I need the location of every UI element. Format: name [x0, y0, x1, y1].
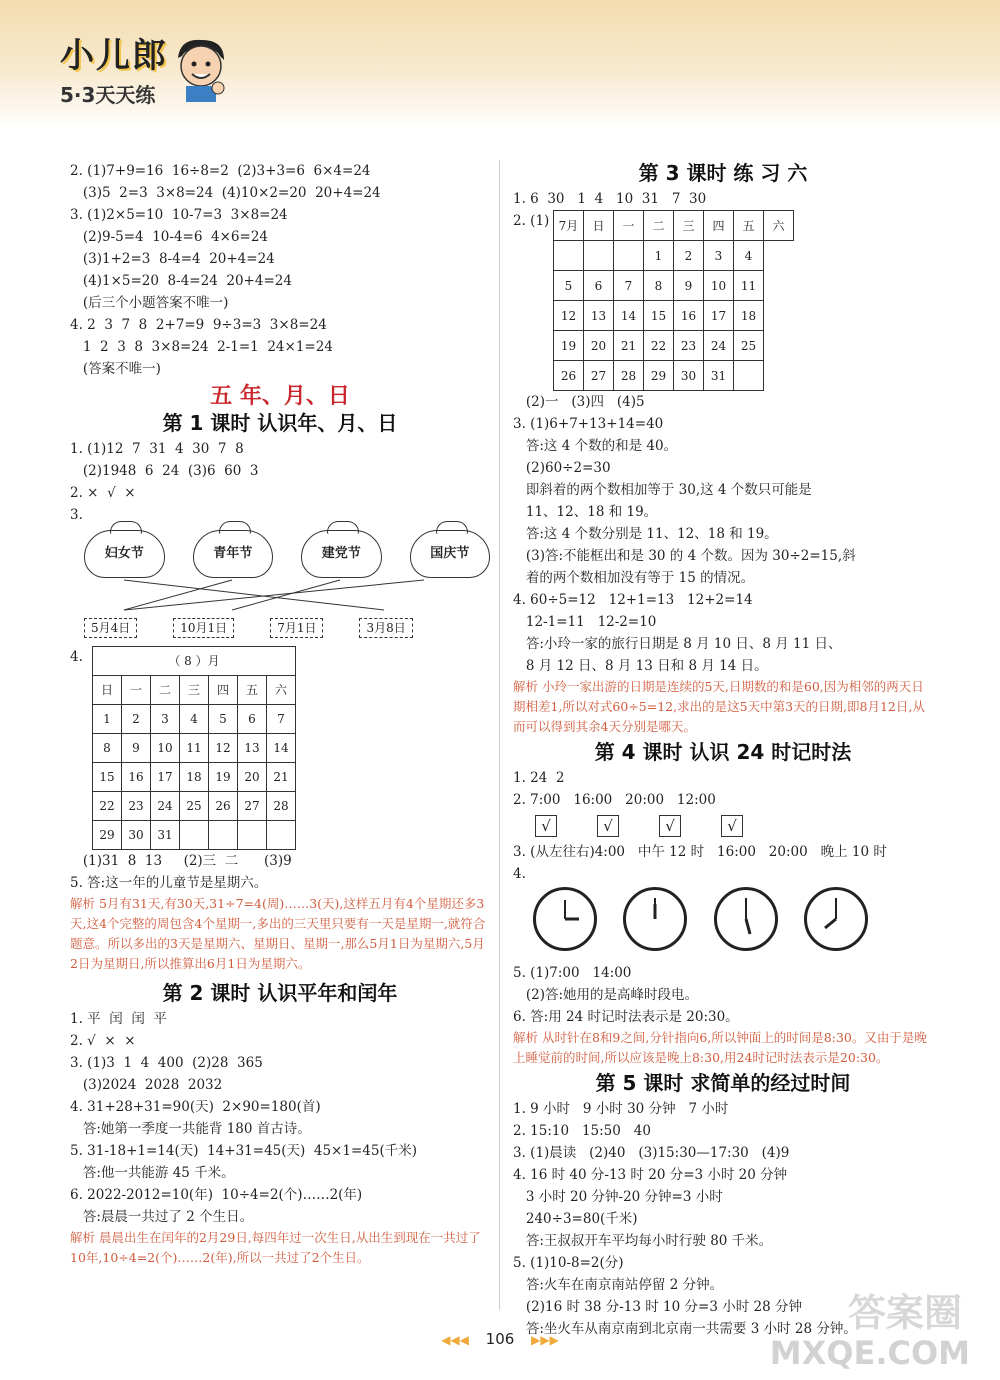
calendar-day — [209, 821, 238, 850]
calendar-day: 7 — [267, 705, 296, 734]
calendar-day: 19 — [209, 763, 238, 792]
calendar-day: 28 — [614, 361, 644, 391]
calendar-day: 2 — [674, 241, 704, 271]
calendar-day: 26 — [554, 361, 584, 391]
calendar-day: 22 — [93, 792, 122, 821]
answer-line: 1. (1)12 7 31 4 30 7 8 — [70, 441, 244, 457]
answer-line: 5. 31-18+1=14(天) 14+31=45(天) 45×1=45(千米) — [70, 1143, 417, 1159]
calendar-day: 9 — [122, 734, 151, 763]
calendar-weekday: 六 — [267, 676, 296, 705]
answer-line: 答:他一共能游 45 千米。 — [70, 1165, 235, 1181]
calendar-day: 24 — [151, 792, 180, 821]
clock-icon — [623, 887, 687, 951]
answer-line: 8 月 12 日、8 月 13 日和 8 月 14 日。 — [513, 658, 768, 674]
answers-block — [70, 438, 490, 504]
watermark-logo: 答案圈 — [847, 1291, 962, 1335]
calendar-day: 8 — [644, 271, 674, 301]
calendar-day: 24 — [704, 331, 734, 361]
calendar-day: 13 — [584, 301, 614, 331]
calendar-day: 5 — [554, 271, 584, 301]
calendar-day: 20 — [584, 331, 614, 361]
clock-icon — [804, 887, 868, 951]
calendar-day — [614, 241, 644, 271]
answer-line: 3 小时 20 分钟-20 分钟=3 小时 — [513, 1189, 723, 1205]
calendar-day: 9 — [674, 271, 704, 301]
calendar-day: 8 — [93, 734, 122, 763]
answer-line: (2)60÷2=30 — [513, 460, 611, 476]
answer-line: 答:火车在南京南站停留 2 分钟。 — [513, 1277, 724, 1293]
calendar-day: 18 — [180, 763, 209, 792]
calendar-row — [93, 734, 296, 763]
answer-line: (3)答:不能框出和是 30 的 4 个数。因为 30÷2=15,斜 — [513, 548, 856, 564]
calendar-row — [93, 821, 296, 850]
calendar-day: 18 — [734, 301, 764, 331]
answer-line: (2)16 时 38 分-13 时 10 分=3 小时 28 分钟 — [513, 1299, 802, 1315]
answer-line: 3. (1)晨读 (2)40 (3)15:30—17:30 (4)9 — [513, 1145, 790, 1161]
calendar-row — [554, 271, 794, 301]
answer-line: 5. 答:这一年的儿童节是星期六。 — [70, 875, 268, 891]
calendar-row — [93, 705, 296, 734]
calendar-day: 3 — [151, 705, 180, 734]
calendar-day — [584, 241, 614, 271]
answer-line: 4. 60÷5=12 12+1=13 12+2=14 — [513, 592, 753, 608]
calendar-row — [554, 331, 794, 361]
answer-line: 2. 15:10 15:50 40 — [513, 1123, 651, 1139]
calendar-weekday: 五 — [734, 211, 764, 241]
answer-line: (答案不唯一) — [70, 361, 161, 377]
answer-line: 4. 2 3 7 8 2+7=9 9÷3=3 3×8=24 — [70, 317, 327, 333]
mascot-icon — [172, 36, 230, 102]
answer-line: 6. 2022-2012=10(年) 10÷4=2(个)……2(年) — [70, 1187, 363, 1203]
calendar-day: 1 — [93, 705, 122, 734]
answer-line: (3)5 2=3 3×8=24 (4)10×2=20 20+4=24 — [70, 185, 381, 201]
answer-line: (3)2024 2028 2032 — [70, 1077, 223, 1093]
calendar-day: 13 — [238, 734, 267, 763]
answer-line: 11、12、18 和 19。 — [513, 504, 658, 520]
festival-bag: 国庆节 — [410, 530, 491, 578]
column-divider — [499, 160, 500, 1310]
answer-line: 答:这 4 个数的和是 40。 — [513, 438, 678, 454]
answer-line: 着的两个数相加没有等于 15 的情况。 — [513, 570, 755, 586]
calendar-row — [554, 361, 794, 391]
calendar-day: 17 — [151, 763, 180, 792]
calendar-day — [180, 821, 209, 850]
page-number: 106 — [485, 1330, 515, 1348]
calendar-day: 1 — [644, 241, 674, 271]
calendar-day: 25 — [180, 792, 209, 821]
calendar-weekday: 三 — [674, 211, 704, 241]
answer-line: 5. (1)7:00 14:00 — [513, 965, 632, 981]
calendar-day: 2 — [122, 705, 151, 734]
calendar-day: 10 — [704, 271, 734, 301]
calendar-weekday: 五 — [238, 676, 267, 705]
analysis-note: 解析 从时针在8和9之间,分针指向6,所以钟面上的时间是8:30。又由于是晚上睡觉前的时间,所以应该是晚上8:30,用24时记时法表示是20:30。 — [513, 1030, 927, 1065]
answer-line: 答:这 4 个数分别是 11、12、18 和 19。 — [513, 526, 778, 542]
answer-line: 2. 7:00 16:00 20:00 12:00 — [513, 792, 716, 808]
question-label: 2. (1) — [513, 213, 550, 229]
festival-bag: 青年节 — [193, 530, 274, 578]
answers-block — [513, 962, 933, 1028]
calendar-day: 15 — [644, 301, 674, 331]
right-column — [513, 160, 933, 1340]
date-box: 10月1日 — [173, 618, 234, 638]
calendar-day: 12 — [209, 734, 238, 763]
calendar-day: 20 — [238, 763, 267, 792]
calendar-day: 11 — [734, 271, 764, 301]
answer-line: 4. — [513, 866, 526, 882]
clock-icon — [714, 887, 778, 951]
check-boxes — [535, 815, 933, 837]
answer-line: 6. 答:用 24 时记时法表示是 20:30。 — [513, 1009, 739, 1025]
answer-line: 答:小玲一家的旅行日期是 8 月 10 日、8 月 11 日、 — [513, 636, 842, 652]
answer-line: 3. (1)6+7+13+14=40 — [513, 416, 664, 432]
calendar-day — [238, 821, 267, 850]
matching-lines — [84, 578, 444, 612]
calendar-day: 29 — [93, 821, 122, 850]
answer-line: 5. (1)10-8=2(分) — [513, 1255, 624, 1271]
calendar-august — [92, 646, 296, 850]
calendar-day: 4 — [180, 705, 209, 734]
calendar-day: 14 — [267, 734, 296, 763]
calendar-day: 21 — [614, 331, 644, 361]
left-column — [70, 160, 490, 1268]
answers-block — [513, 391, 933, 677]
answers-block — [70, 1008, 490, 1228]
lesson-title: 第 5 课时 求简单的经过时间 — [595, 1071, 851, 1095]
analysis-note: 解析 晨晨出生在闰年的2月29日,每四年过一次生日,从出生到现在一共过了10年,10÷4=2(个)……2(年),所以一共过了2个生日。 — [70, 1230, 481, 1265]
date-box: 5月4日 — [84, 618, 137, 638]
answer-line: 12-1=11 12-2=10 — [513, 614, 657, 630]
calendar-day: 16 — [674, 301, 704, 331]
clock-icon — [533, 887, 597, 951]
calendar-day: 7 — [614, 271, 644, 301]
calendar-day: 14 — [614, 301, 644, 331]
calendar-july — [553, 210, 794, 391]
answer-line: 答:王叔叔开车平均每小时行驶 80 千米。 — [513, 1233, 773, 1249]
lesson-title: 第 2 课时 认识平年和闰年 — [162, 981, 398, 1005]
analysis-note: 解析 小玲一家出游的日期是连续的5天,日期数的和是60,因为相邻的两天日期相差1,所以对式60÷5=12,求出的是这5天中第3天的日期,即8月12日,从而可以得到其余4天分别是哪天。 — [513, 679, 925, 734]
check-box: √ — [721, 815, 743, 837]
answer-line: 1 2 3 8 3×8=24 2-1=1 24×1=24 — [70, 339, 333, 355]
answer-line: (1)31 8 13 (2)三 二 (3)9 — [70, 853, 292, 869]
lesson-title: 第 1 课时 认识年、月、日 — [162, 411, 398, 435]
lesson-title: 第 3 课时 练 习 六 — [638, 161, 808, 185]
calendar-day: 30 — [122, 821, 151, 850]
calendar-day: 5 — [209, 705, 238, 734]
answers-block — [70, 850, 490, 894]
calendar-weekday: 四 — [704, 211, 734, 241]
calendar-day: 6 — [238, 705, 267, 734]
calendar-day: 17 — [704, 301, 734, 331]
question-label: 4. — [70, 649, 83, 665]
festival-bag: 妇女节 — [84, 530, 165, 578]
clocks-row — [533, 887, 933, 958]
calendar-weekday: 一 — [614, 211, 644, 241]
answers-block — [513, 841, 933, 885]
check-box: √ — [659, 815, 681, 837]
answers-block — [513, 767, 933, 811]
calendar-row — [554, 301, 794, 331]
calendar-day: 19 — [554, 331, 584, 361]
answer-line: (2)1948 6 24 (3)6 60 3 — [70, 463, 259, 479]
arrow-right-icon: ▶▶▶ — [531, 1333, 559, 1347]
calendar-row — [93, 763, 296, 792]
calendar-day: 29 — [644, 361, 674, 391]
calendar-day: 30 — [674, 361, 704, 391]
festival-bags — [84, 530, 490, 578]
answer-line: 4. 31+28+31=90(天) 2×90=180(首) — [70, 1099, 321, 1115]
answer-line: 1. 9 小时 9 小时 30 分钟 7 小时 — [513, 1101, 729, 1117]
answer-line: 2. √ × × — [70, 1033, 136, 1049]
festival-bag: 建党节 — [301, 530, 382, 578]
check-box: √ — [597, 815, 619, 837]
answers-block — [70, 160, 490, 380]
logo-title: 小儿郎 — [60, 36, 168, 76]
calendar-day: 3 — [704, 241, 734, 271]
answer-line: 1. 6 30 1 4 10 31 7 30 — [513, 191, 707, 207]
logo — [60, 28, 168, 108]
calendar-day: 27 — [238, 792, 267, 821]
answer-line: 答:她第一季度一共能背 180 首古诗。 — [70, 1121, 311, 1137]
calendar-weekday: 二 — [644, 211, 674, 241]
calendar-day: 11 — [180, 734, 209, 763]
calendar-row — [93, 792, 296, 821]
check-box: √ — [535, 815, 557, 837]
answer-line: 2. (1)7+9=16 16÷8=2 (2)3+3=6 6×4=24 — [70, 163, 371, 179]
calendar-day: 25 — [734, 331, 764, 361]
answer-line: 4. 16 时 40 分-13 时 20 分=3 小时 20 分钟 — [513, 1167, 788, 1183]
calendar-day: 31 — [704, 361, 734, 391]
calendar-weekday: 六 — [764, 211, 794, 241]
calendar-day: 23 — [122, 792, 151, 821]
answer-line: 240÷3=80(千米) — [513, 1211, 638, 1227]
calendar-day: 6 — [584, 271, 614, 301]
answer-line: 3. (1)3 1 4 400 (2)28 365 — [70, 1055, 263, 1071]
calendar-day — [734, 361, 764, 391]
answer-line: 即斜着的两个数相加等于 30,这 4 个数只可能是 — [513, 482, 812, 498]
festival-dates — [84, 618, 490, 638]
calendar-day: 10 — [151, 734, 180, 763]
calendar-day: 27 — [584, 361, 614, 391]
calendar-day: 28 — [267, 792, 296, 821]
calendar-weekday: 日 — [93, 676, 122, 705]
calendar-weekday: 三 — [180, 676, 209, 705]
calendar-day — [267, 821, 296, 850]
calendar-day: 4 — [734, 241, 764, 271]
calendar-weekday: 四 — [209, 676, 238, 705]
calendar-day: 15 — [93, 763, 122, 792]
calendar-day: 31 — [151, 821, 180, 850]
calendar-day: 21 — [267, 763, 296, 792]
answer-line: (2)9-5=4 10-4=6 4×6=24 — [70, 229, 269, 245]
answer-line: (3)1+2=3 8-4=4 20+4=24 — [70, 251, 275, 267]
calendar-day: 26 — [209, 792, 238, 821]
date-box: 7月1日 — [270, 618, 323, 638]
calendar-weekday: 日 — [584, 211, 614, 241]
calendar-day — [554, 241, 584, 271]
answer-line: 答:坐火车从南京南到北京南一共需要 3 小时 28 分钟。 — [513, 1321, 857, 1337]
answer-line: (2)答:她用的是高峰时段电。 — [513, 987, 699, 1003]
watermark-url: MXQE.COM — [769, 1334, 970, 1372]
answer-line: 1. 24 2 — [513, 770, 565, 786]
answer-line: 2. × √ × — [70, 485, 136, 501]
answer-line: 3. (从左往右)4:00 中午 12 时 16:00 20:00 晚上 10 时 — [513, 844, 887, 860]
lesson-title: 第 4 课时 认识 24 时记时法 — [594, 740, 852, 764]
unit-title: 五 年、月、日 — [210, 384, 350, 409]
arrow-left-icon: ◀◀◀ — [441, 1333, 469, 1347]
answer-line: 3. (1)2×5=10 10-7=3 3×8=24 — [70, 207, 288, 223]
analysis-note: 解析 5月有31天,有30天,31÷7=4(周)……3(天),这样五月有4个星期还多3天,这4个完整的周包含4个星期一,多出的三天里只要有一天是星期一,就符合题意。所以多出的3天是星期六、星期日、星期一,那么5月1日为星期六,5月2日为星期日,所以推算出6月1日为星期六。 — [70, 896, 486, 971]
answer-line: (2)一 (3)四 (4)5 — [513, 394, 645, 410]
date-box: 3月8日 — [359, 618, 412, 638]
question-label: 3. — [70, 507, 83, 523]
calendar-day: 23 — [674, 331, 704, 361]
answer-line: 答:晨晨一共过了 2 个生日。 — [70, 1209, 254, 1225]
calendar-weekday: 二 — [151, 676, 180, 705]
answer-line: (后三个小题答案不唯一) — [70, 295, 229, 311]
calendar-month: （ 8 ）月 — [93, 647, 296, 676]
answer-line: 1. 平 闰 闰 平 — [70, 1011, 167, 1027]
answer-line: (4)1×5=20 8-4=24 20+4=24 — [70, 273, 292, 289]
calendar-day: 16 — [122, 763, 151, 792]
logo-subtitle: 5·3天天练 — [60, 83, 156, 107]
calendar-day: 22 — [644, 331, 674, 361]
calendar-month: 7月 — [554, 211, 584, 241]
calendar-weekday: 一 — [122, 676, 151, 705]
calendar-day: 12 — [554, 301, 584, 331]
calendar-row — [554, 241, 794, 271]
